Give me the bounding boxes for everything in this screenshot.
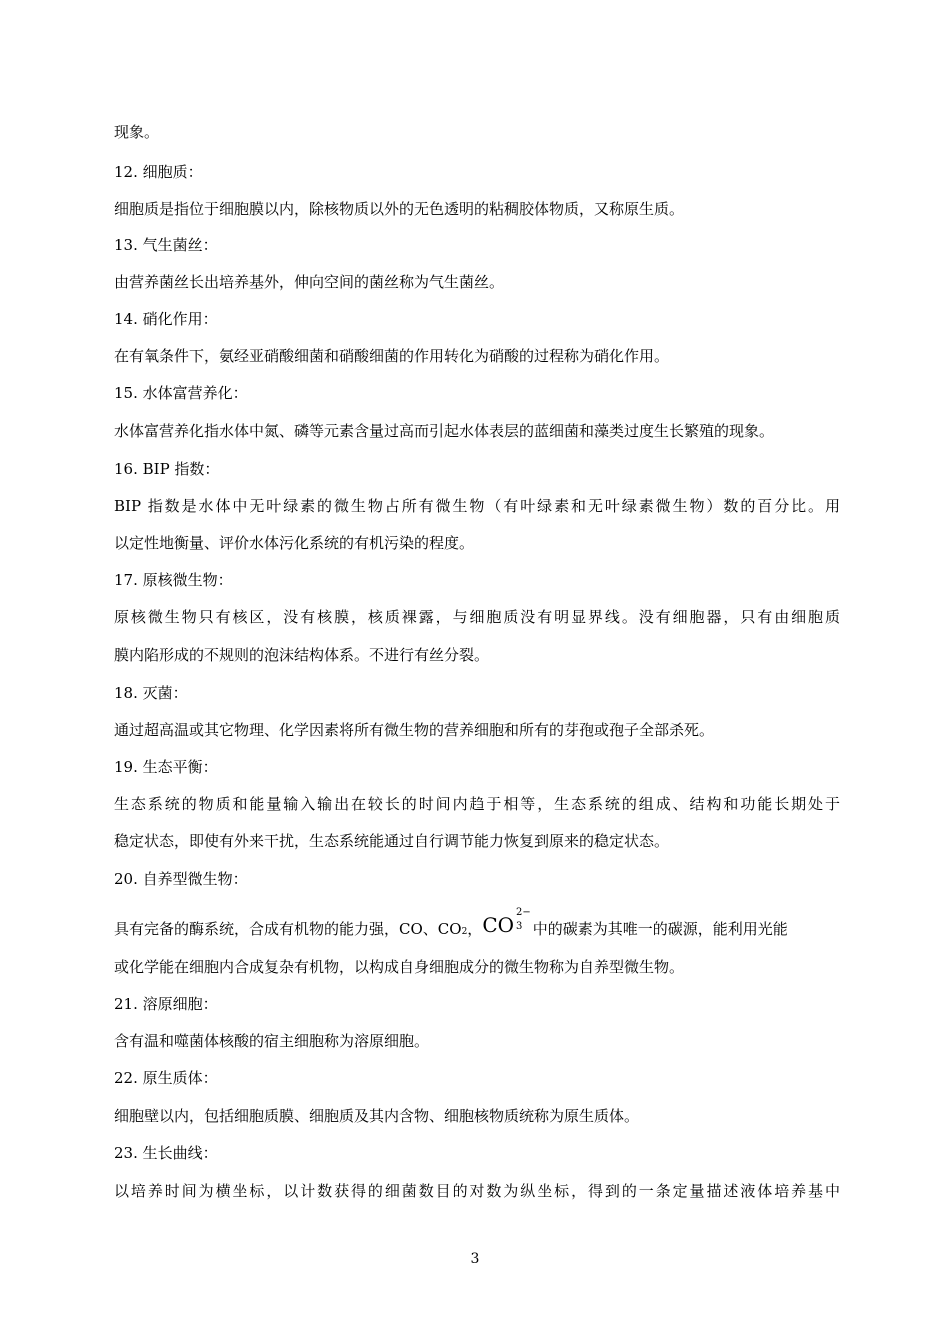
body-text: 现象。 [114,123,160,141]
term-heading: 20. 自养型微生物： [114,870,248,888]
carbonate-indices [514,907,531,934]
term-heading: 22. 原生质体： [114,1069,218,1087]
term-heading: 18. 灭菌： [114,684,188,702]
definition-text: 以培养时间为横坐标，以计数获得的细菌数目的对数为纵坐标，得到的一条定量描述液体培养基中 [114,1182,840,1200]
definition-text: 生态系统的物质和能量输入输出在较长的时间内趋于相等，生态系统的组成、结构和功能长期处于 [114,795,840,813]
carbonate-charge: 2− [516,907,531,918]
co2-subscript: 2 [461,927,468,937]
formula-text-after: 中的碳素为其唯一的碳源，能利用光能 [528,920,788,938]
definition-text: 含有温和噬菌体核酸的宿主细胞称为溶原细胞。 [114,1032,430,1050]
definition-text: 由营养菌丝长出培养基外，伸向空间的菌丝称为气生菌丝。 [114,273,505,291]
definition-text: 膜内陷形成的不规则的泡沫结构体系。不进行有丝分裂。 [114,646,490,664]
term-heading: 13. 气生菌丝： [114,236,218,254]
term-heading: 21. 溶原细胞： [114,995,218,1013]
definition-text: 通过超高温或其它物理、化学因素将所有微生物的营养细胞和所有的芽孢或孢子全部杀死。 [114,721,715,739]
formula-comma: ， [467,920,483,938]
term-heading: 17. 原核微生物： [114,571,233,589]
term-heading: 16. BIP 指数： [114,460,220,478]
definition-text: BIP 指数是水体中无叶绿素的微生物占所有微生物（有叶绿素和无叶绿素微生物）数的百分比。用 [114,497,840,515]
carbonate-subscript: 3 [516,921,523,932]
term-heading: 14. 硝化作用： [114,310,218,328]
definition-text: 水体富营养化指水体中氮、磷等元素含量过高而引起水体表层的蓝细菌和藻类过度生长繁殖的现象。 [114,422,775,440]
term-heading: 12. 细胞质： [114,163,203,181]
formula-text-before: 具有完备的酶系统，合成有机物的能力强，CO、CO [114,920,462,938]
definition-text: 原核微生物只有核区，没有核膜，核质裸露，与细胞质没有明显界线。没有细胞器，只有由细胞质 [114,608,840,626]
definition-text: 或化学能在细胞内合成复杂有机物，以构成自身细胞成分的微生物称为自养型微生物。 [114,958,685,976]
term-heading: 19. 生态平衡： [114,758,218,776]
formula-line [114,907,840,938]
carbonate-formula: CO [482,913,515,937]
page-number: 3 [470,1251,480,1267]
definition-text: 细胞壁以内，包括细胞质膜、细胞质及其内含物、细胞核物质统称为原生质体。 [114,1107,640,1125]
definition-text: 细胞质是指位于细胞膜以内，除核物质以外的无色透明的粘稠胶体物质，又称原生质。 [114,200,685,218]
definition-text: 稳定状态，即使有外来干扰，生态系统能通过自行调节能力恢复到原来的稳定状态。 [114,832,670,850]
definition-text: 在有氧条件下，氨经亚硝酸细菌和硝酸细菌的作用转化为硝酸的过程称为硝化作用。 [114,347,670,365]
term-heading: 23. 生长曲线： [114,1144,218,1162]
definition-text: 以定性地衡量、评价水体污化系统的有机污染的程度。 [114,534,475,552]
term-heading: 15. 水体富营养化： [114,384,248,402]
